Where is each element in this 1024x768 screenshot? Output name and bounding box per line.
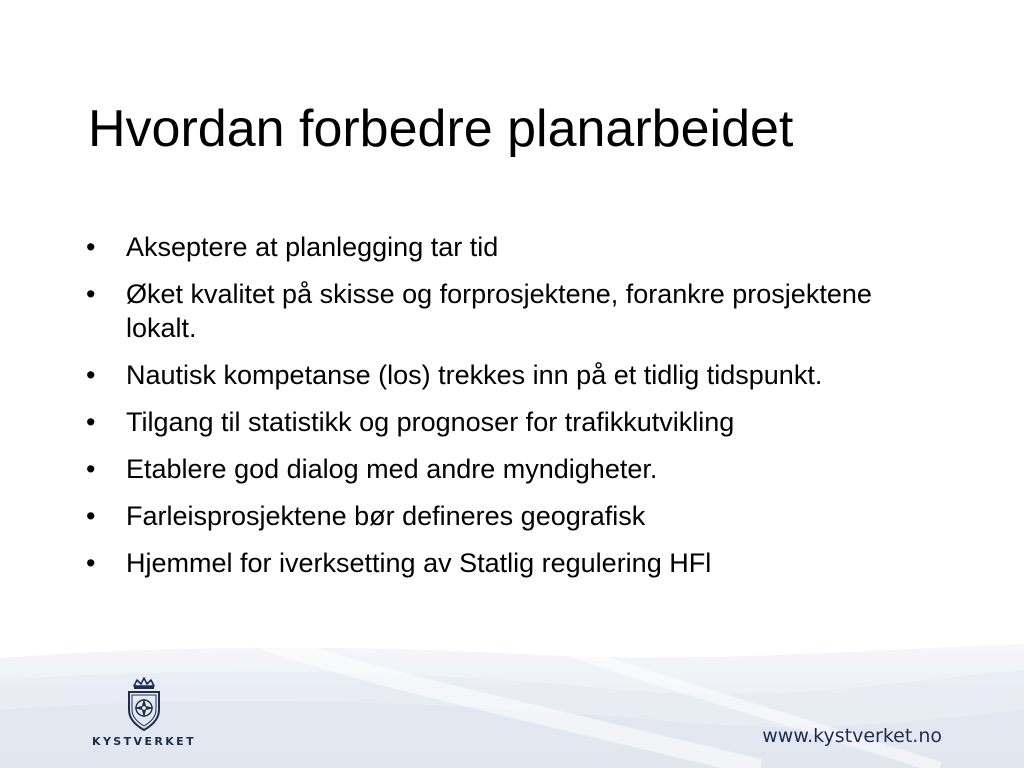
- bullet-list: [86, 230, 916, 593]
- bullet-item: [86, 277, 916, 345]
- bullet-text: Farleisprosjektene bør defineres geografisk: [126, 501, 646, 531]
- bullet-text: Etablere god dialog med andre myndigheter.: [126, 454, 658, 484]
- bullet-marker: •: [86, 279, 96, 309]
- kystverket-logo: [88, 676, 200, 756]
- bullet-marker: •: [86, 407, 96, 437]
- bullet-item: [86, 405, 916, 439]
- website-url: www.kystverket.no: [762, 725, 942, 747]
- bullet-item: [86, 546, 916, 580]
- slide-title: Hvordan forbedre planarbeidet: [88, 100, 794, 158]
- kystverket-crest-icon: [123, 676, 165, 732]
- bullet-marker: •: [86, 548, 96, 578]
- bullet-item: [86, 230, 916, 264]
- logo-text: KYSTVERKET: [92, 735, 196, 748]
- bullet-marker: •: [86, 454, 96, 484]
- bullet-marker: •: [86, 360, 96, 390]
- bullet-marker: •: [86, 501, 96, 531]
- bullet-item: [86, 452, 916, 486]
- bullet-text: Øket kvalitet på skisse og forprosjektene, forankre prosjektene lokalt.: [126, 279, 872, 343]
- bullet-text: Hjemmel for iverksetting av Statlig regulering HFl: [126, 548, 712, 578]
- bullet-text: Nautisk kompetanse (los) trekkes inn på et tidlig tidspunkt.: [126, 360, 823, 390]
- bullet-item: [86, 499, 916, 533]
- bullet-text: Akseptere at planlegging tar tid: [126, 232, 499, 262]
- bullet-item: [86, 358, 916, 392]
- bullet-marker: •: [86, 232, 96, 262]
- bullet-text: Tilgang til statistikk og prognoser for trafikkutvikling: [126, 407, 735, 437]
